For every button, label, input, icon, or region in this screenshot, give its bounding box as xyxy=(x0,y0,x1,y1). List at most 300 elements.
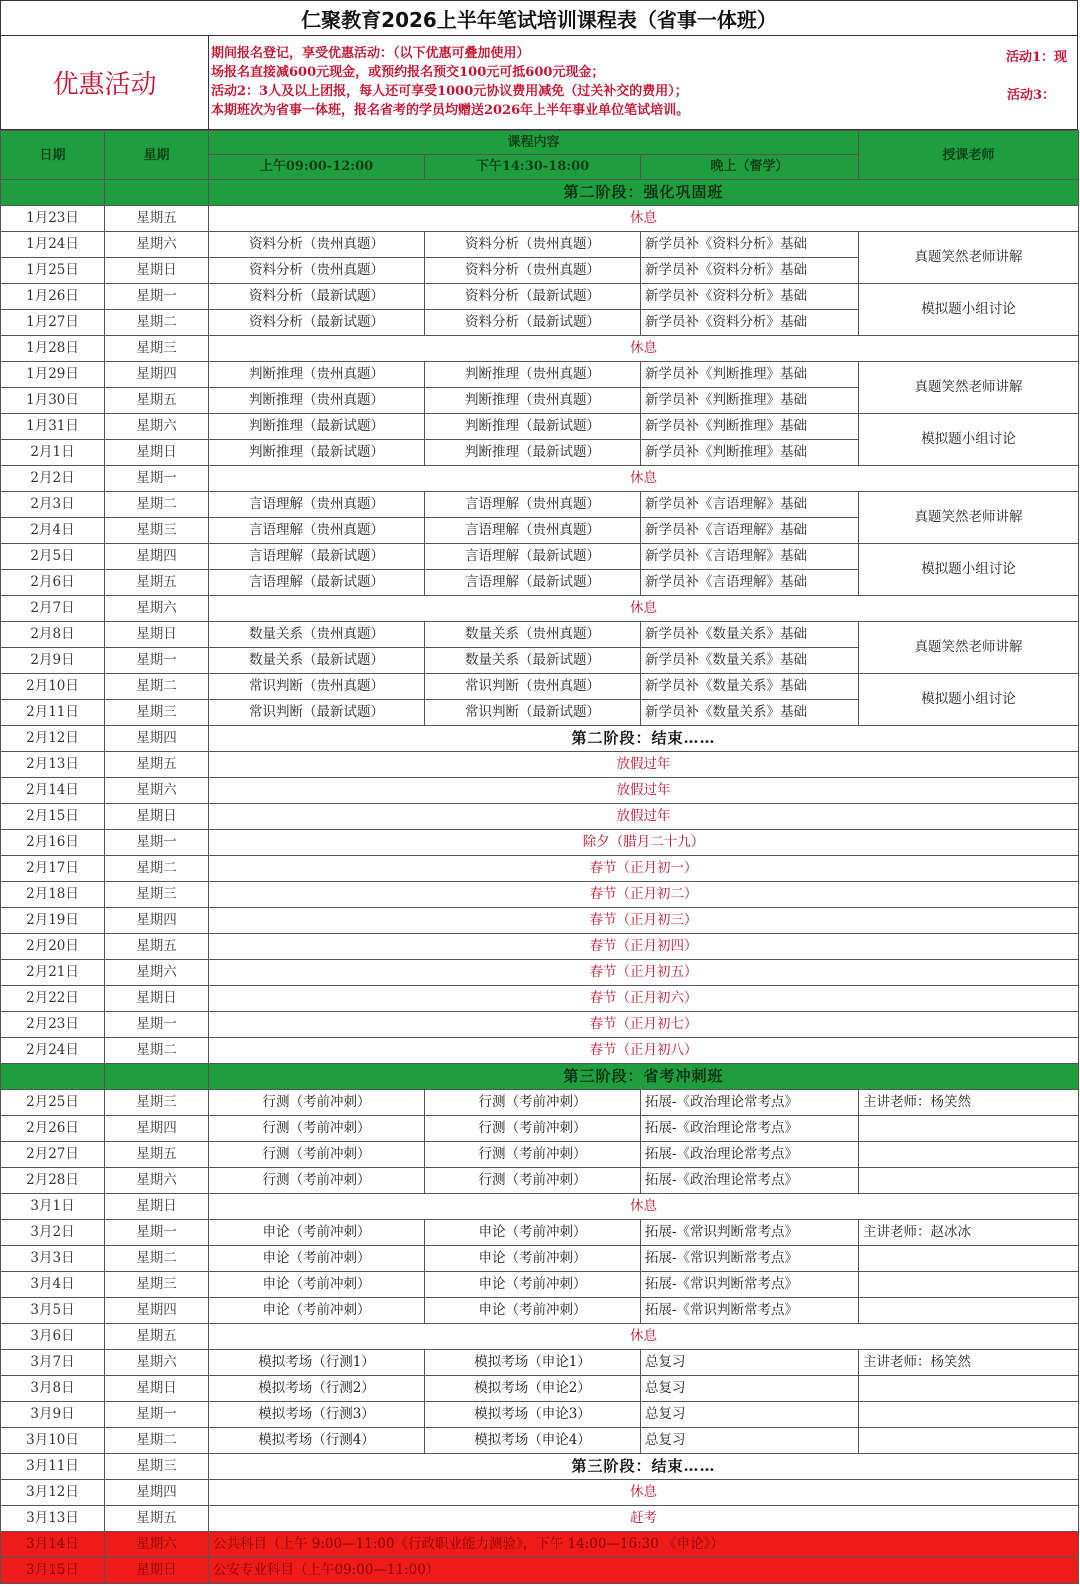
table-row xyxy=(1,830,1079,856)
evening-course: 拓展-《常识判断常考点》 xyxy=(641,1220,859,1246)
table-row xyxy=(1,986,1079,1012)
weekday-cell: 星期六 xyxy=(105,1168,209,1194)
stage-end-note: 第三阶段：结束…… xyxy=(209,1454,1079,1480)
teacher-cell: 真题笑然老师讲解 xyxy=(859,232,1079,284)
date-cell: 3月13日 xyxy=(1,1506,105,1532)
teacher-cell: 主讲老师：杨笑然 xyxy=(859,1350,1079,1376)
morning-course: 申论（考前冲刺） xyxy=(209,1298,425,1324)
date-cell: 2月5日 xyxy=(1,544,105,570)
date-cell: 1月29日 xyxy=(1,362,105,388)
rest-note: 春节（正月初三） xyxy=(209,908,1079,934)
weekday-cell: 星期二 xyxy=(105,1038,209,1064)
date-cell: 1月24日 xyxy=(1,232,105,258)
date-cell: 2月19日 xyxy=(1,908,105,934)
morning-course: 资料分析（最新试题） xyxy=(209,284,425,310)
weekday-cell: 星期四 xyxy=(105,726,209,752)
table-row xyxy=(1,1142,1079,1168)
morning-course: 常识判断（贵州真题） xyxy=(209,674,425,700)
stage-cell-blank xyxy=(105,1064,209,1090)
date-cell: 2月22日 xyxy=(1,986,105,1012)
table-row xyxy=(1,1558,1079,1584)
afternoon-course: 资料分析（贵州真题） xyxy=(425,232,641,258)
afternoon-course: 判断推理（贵州真题） xyxy=(425,362,641,388)
weekday-cell: 星期四 xyxy=(105,908,209,934)
date-cell: 2月20日 xyxy=(1,934,105,960)
date-cell: 1月25日 xyxy=(1,258,105,284)
morning-course: 行测（考前冲刺） xyxy=(209,1168,425,1194)
evening-course: 新学员补《资料分析》基础 xyxy=(641,310,859,336)
date-cell: 2月15日 xyxy=(1,804,105,830)
weekday-cell: 星期一 xyxy=(105,1220,209,1246)
rest-note: 休息 xyxy=(209,596,1079,622)
weekday-cell: 星期六 xyxy=(105,960,209,986)
morning-course: 模拟考场（行测4） xyxy=(209,1428,425,1454)
table-row xyxy=(1,778,1079,804)
table-row xyxy=(1,232,1079,258)
morning-course: 申论（考前冲刺） xyxy=(209,1246,425,1272)
stage-title: 第三阶段：省考冲刺班 xyxy=(209,1064,1079,1090)
table-row xyxy=(1,1350,1079,1376)
date-cell: 2月17日 xyxy=(1,856,105,882)
evening-course: 新学员补《判断推理》基础 xyxy=(641,440,859,466)
promo-box xyxy=(0,36,1078,130)
evening-course: 新学员补《判断推理》基础 xyxy=(641,414,859,440)
afternoon-course: 行测（考前冲刺） xyxy=(425,1090,641,1116)
evening-course: 新学员补《言语理解》基础 xyxy=(641,518,859,544)
date-cell: 3月1日 xyxy=(1,1194,105,1220)
weekday-cell: 星期五 xyxy=(105,570,209,596)
evening-course: 总复习 xyxy=(641,1428,859,1454)
date-cell: 2月2日 xyxy=(1,466,105,492)
promo-line: 场报名直接减600元现金，或预约报名预交100元可抵600元现金； xyxy=(211,65,605,80)
afternoon-course: 行测（考前冲刺） xyxy=(425,1168,641,1194)
table-row xyxy=(1,284,1079,310)
date-cell: 3月15日 xyxy=(1,1558,105,1584)
table-row xyxy=(1,908,1079,934)
evening-course: 拓展-《常识判断常考点》 xyxy=(641,1246,859,1272)
weekday-cell: 星期一 xyxy=(105,648,209,674)
evening-course: 拓展-《政治理论常考点》 xyxy=(641,1168,859,1194)
teacher-cell xyxy=(859,1272,1079,1298)
weekday-cell: 星期五 xyxy=(105,1142,209,1168)
table-row xyxy=(1,1168,1079,1194)
afternoon-course: 常识判断（贵州真题） xyxy=(425,674,641,700)
weekday-cell: 星期一 xyxy=(105,466,209,492)
date-cell: 1月27日 xyxy=(1,310,105,336)
promo-lines xyxy=(211,44,689,120)
date-cell: 3月2日 xyxy=(1,1220,105,1246)
table-row xyxy=(1,180,1079,206)
weekday-cell: 星期六 xyxy=(105,1350,209,1376)
weekday-cell: 星期二 xyxy=(105,674,209,700)
promo-line: 活动2：3人及以上团报，每人还可享受1000元协议费用减免（过关补交的费用）； xyxy=(211,84,688,99)
evening-course: 新学员补《数量关系》基础 xyxy=(641,648,859,674)
stage-cell-blank xyxy=(1,180,105,206)
date-cell: 2月7日 xyxy=(1,596,105,622)
table-row xyxy=(1,1116,1079,1142)
morning-course: 言语理解（贵州真题） xyxy=(209,518,425,544)
rest-note: 春节（正月初八） xyxy=(209,1038,1079,1064)
date-cell: 1月23日 xyxy=(1,206,105,232)
rest-note: 除夕（腊月二十九） xyxy=(209,830,1079,856)
table-row xyxy=(1,596,1079,622)
afternoon-course: 判断推理（最新试题） xyxy=(425,414,641,440)
morning-course: 申论（考前冲刺） xyxy=(209,1220,425,1246)
morning-course: 行测（考前冲刺） xyxy=(209,1116,425,1142)
rest-note: 休息 xyxy=(209,206,1079,232)
table-row xyxy=(1,1220,1079,1246)
afternoon-course: 数量关系（最新试题） xyxy=(425,648,641,674)
rest-note: 休息 xyxy=(209,466,1079,492)
morning-course: 判断推理（贵州真题） xyxy=(209,388,425,414)
morning-course: 言语理解（贵州真题） xyxy=(209,492,425,518)
evening-course: 新学员补《资料分析》基础 xyxy=(641,232,859,258)
date-cell: 1月28日 xyxy=(1,336,105,362)
date-cell: 2月25日 xyxy=(1,1090,105,1116)
morning-course: 判断推理（贵州真题） xyxy=(209,362,425,388)
teacher-cell: 真题笑然老师讲解 xyxy=(859,622,1079,674)
weekday-cell: 星期三 xyxy=(105,1454,209,1480)
afternoon-course: 申论（考前冲刺） xyxy=(425,1220,641,1246)
weekday-cell: 星期六 xyxy=(105,1532,209,1558)
schedule-table xyxy=(0,130,1079,1584)
afternoon-course: 模拟考场（申论1） xyxy=(425,1350,641,1376)
weekday-cell: 星期三 xyxy=(105,1272,209,1298)
table-row xyxy=(1,856,1079,882)
afternoon-course: 行测（考前冲刺） xyxy=(425,1142,641,1168)
rest-note: 休息 xyxy=(209,1480,1079,1506)
exam-note: 公安专业科目（上午09:00—11:00） xyxy=(209,1558,1079,1584)
date-cell: 2月23日 xyxy=(1,1012,105,1038)
weekday-cell: 星期五 xyxy=(105,752,209,778)
teacher-cell: 模拟题小组讨论 xyxy=(859,284,1079,336)
table-row xyxy=(1,1246,1079,1272)
morning-course: 判断推理（最新试题） xyxy=(209,440,425,466)
weekday-cell: 星期日 xyxy=(105,622,209,648)
rest-note: 放假过年 xyxy=(209,804,1079,830)
table-row xyxy=(1,674,1079,700)
evening-course: 拓展-《政治理论常考点》 xyxy=(641,1142,859,1168)
date-cell: 3月11日 xyxy=(1,1454,105,1480)
header-teacher: 授课老师 xyxy=(859,131,1079,180)
afternoon-course: 模拟考场（申论2） xyxy=(425,1376,641,1402)
date-cell: 2月18日 xyxy=(1,882,105,908)
header-date: 日期 xyxy=(1,131,105,180)
date-cell: 2月21日 xyxy=(1,960,105,986)
weekday-cell: 星期日 xyxy=(105,986,209,1012)
table-row xyxy=(1,726,1079,752)
table-row xyxy=(1,336,1079,362)
table-row xyxy=(1,752,1079,778)
table-row xyxy=(1,1012,1079,1038)
teacher-cell xyxy=(859,1298,1079,1324)
table-row xyxy=(1,1194,1079,1220)
rest-note: 春节（正月初四） xyxy=(209,934,1079,960)
weekday-cell: 星期一 xyxy=(105,284,209,310)
date-cell: 2月11日 xyxy=(1,700,105,726)
date-cell: 2月26日 xyxy=(1,1116,105,1142)
evening-course: 新学员补《言语理解》基础 xyxy=(641,492,859,518)
table-row xyxy=(1,544,1079,570)
date-cell: 3月10日 xyxy=(1,1428,105,1454)
date-cell: 3月12日 xyxy=(1,1480,105,1506)
table-row xyxy=(1,492,1079,518)
evening-course: 新学员补《言语理解》基础 xyxy=(641,544,859,570)
table-row xyxy=(1,362,1079,388)
evening-course: 拓展-《常识判断常考点》 xyxy=(641,1272,859,1298)
weekday-cell: 星期五 xyxy=(105,1324,209,1350)
afternoon-course: 言语理解（贵州真题） xyxy=(425,518,641,544)
weekday-cell: 星期六 xyxy=(105,596,209,622)
rest-note: 春节（正月初七） xyxy=(209,1012,1079,1038)
afternoon-course: 资料分析（最新试题） xyxy=(425,310,641,336)
promo-activity-3: 活动3： xyxy=(1006,88,1055,103)
evening-course: 拓展-《常识判断常考点》 xyxy=(641,1298,859,1324)
teacher-cell xyxy=(859,1116,1079,1142)
afternoon-course: 申论（考前冲刺） xyxy=(425,1272,641,1298)
date-cell: 2月3日 xyxy=(1,492,105,518)
header-course: 课程内容 xyxy=(209,131,859,155)
evening-course: 新学员补《判断推理》基础 xyxy=(641,388,859,414)
promo-activity-1: 活动1：现 xyxy=(1005,50,1067,65)
table-row xyxy=(1,934,1079,960)
table-row xyxy=(1,1402,1079,1428)
stage-cell-blank xyxy=(105,180,209,206)
date-cell: 1月30日 xyxy=(1,388,105,414)
teacher-cell: 模拟题小组讨论 xyxy=(859,544,1079,596)
afternoon-course: 常识判断（最新试题） xyxy=(425,700,641,726)
weekday-cell: 星期六 xyxy=(105,414,209,440)
date-cell: 2月1日 xyxy=(1,440,105,466)
schedule-body xyxy=(1,180,1079,1584)
weekday-cell: 星期日 xyxy=(105,1194,209,1220)
weekday-cell: 星期六 xyxy=(105,232,209,258)
morning-course: 申论（考前冲刺） xyxy=(209,1272,425,1298)
table-row xyxy=(1,1298,1079,1324)
rest-note: 春节（正月初一） xyxy=(209,856,1079,882)
evening-course: 总复习 xyxy=(641,1350,859,1376)
table-row xyxy=(1,1532,1079,1558)
weekday-cell: 星期三 xyxy=(105,518,209,544)
date-cell: 2月9日 xyxy=(1,648,105,674)
teacher-cell: 模拟题小组讨论 xyxy=(859,674,1079,726)
teacher-cell: 主讲老师：赵冰冰 xyxy=(859,1220,1079,1246)
afternoon-course: 判断推理（最新试题） xyxy=(425,440,641,466)
date-cell: 2月24日 xyxy=(1,1038,105,1064)
date-cell: 3月6日 xyxy=(1,1324,105,1350)
date-cell: 3月5日 xyxy=(1,1298,105,1324)
header-afternoon: 下午14:30-18:00 xyxy=(425,155,641,180)
weekday-cell: 星期三 xyxy=(105,700,209,726)
date-cell: 3月9日 xyxy=(1,1402,105,1428)
table-row xyxy=(1,1038,1079,1064)
rest-note: 放假过年 xyxy=(209,752,1079,778)
rest-note: 休息 xyxy=(209,1324,1079,1350)
morning-course: 资料分析（贵州真题） xyxy=(209,232,425,258)
header-evening: 晚上（督学） xyxy=(641,155,859,180)
rest-note: 春节（正月初二） xyxy=(209,882,1079,908)
table-row xyxy=(1,206,1079,232)
weekday-cell: 星期三 xyxy=(105,1090,209,1116)
afternoon-course: 数量关系（贵州真题） xyxy=(425,622,641,648)
table-row xyxy=(1,1454,1079,1480)
evening-course: 总复习 xyxy=(641,1402,859,1428)
weekday-cell: 星期二 xyxy=(105,492,209,518)
morning-course: 言语理解（最新试题） xyxy=(209,544,425,570)
evening-course: 新学员补《资料分析》基础 xyxy=(641,258,859,284)
weekday-cell: 星期一 xyxy=(105,1402,209,1428)
table-row xyxy=(1,804,1079,830)
morning-course: 常识判断（最新试题） xyxy=(209,700,425,726)
weekday-cell: 星期二 xyxy=(105,1428,209,1454)
table-row xyxy=(1,414,1079,440)
morning-course: 资料分析（最新试题） xyxy=(209,310,425,336)
date-cell: 2月8日 xyxy=(1,622,105,648)
afternoon-course: 资料分析（最新试题） xyxy=(425,284,641,310)
table-row xyxy=(1,1064,1079,1090)
weekday-cell: 星期二 xyxy=(105,1246,209,1272)
date-cell: 2月6日 xyxy=(1,570,105,596)
table-row xyxy=(1,1090,1079,1116)
evening-course: 新学员补《数量关系》基础 xyxy=(641,700,859,726)
promo-label: 优惠活动 xyxy=(1,36,209,129)
rest-note: 赶考 xyxy=(209,1506,1079,1532)
weekday-cell: 星期日 xyxy=(105,440,209,466)
date-cell: 2月27日 xyxy=(1,1142,105,1168)
morning-course: 模拟考场（行测2） xyxy=(209,1376,425,1402)
weekday-cell: 星期四 xyxy=(105,1116,209,1142)
date-cell: 2月28日 xyxy=(1,1168,105,1194)
afternoon-course: 申论（考前冲刺） xyxy=(425,1298,641,1324)
date-cell: 2月4日 xyxy=(1,518,105,544)
weekday-cell: 星期二 xyxy=(105,310,209,336)
weekday-cell: 星期五 xyxy=(105,1506,209,1532)
morning-course: 行测（考前冲刺） xyxy=(209,1090,425,1116)
teacher-cell: 真题笑然老师讲解 xyxy=(859,492,1079,544)
stage-cell-blank xyxy=(1,1064,105,1090)
morning-course: 数量关系（最新试题） xyxy=(209,648,425,674)
table-row xyxy=(1,1506,1079,1532)
rest-note: 休息 xyxy=(209,1194,1079,1220)
table-row xyxy=(1,960,1079,986)
table-row xyxy=(1,1480,1079,1506)
date-cell: 1月26日 xyxy=(1,284,105,310)
table-row xyxy=(1,622,1079,648)
afternoon-course: 模拟考场（申论4） xyxy=(425,1428,641,1454)
date-cell: 2月16日 xyxy=(1,830,105,856)
afternoon-course: 言语理解（最新试题） xyxy=(425,544,641,570)
afternoon-course: 申论（考前冲刺） xyxy=(425,1246,641,1272)
afternoon-course: 模拟考场（申论3） xyxy=(425,1402,641,1428)
weekday-cell: 星期日 xyxy=(105,804,209,830)
teacher-cell xyxy=(859,1246,1079,1272)
table-row xyxy=(1,1272,1079,1298)
teacher-cell xyxy=(859,1168,1079,1194)
weekday-cell: 星期四 xyxy=(105,1480,209,1506)
stage-end-note: 第二阶段：结束…… xyxy=(209,726,1079,752)
rest-note: 春节（正月初五） xyxy=(209,960,1079,986)
evening-course: 拓展-《政治理论常考点》 xyxy=(641,1116,859,1142)
teacher-cell: 模拟题小组讨论 xyxy=(859,414,1079,466)
table-row xyxy=(1,1376,1079,1402)
table-row xyxy=(1,466,1079,492)
weekday-cell: 星期三 xyxy=(105,882,209,908)
page-title: 仁聚教育2026上半年笔试培训课程表（省事一体班） xyxy=(0,0,1078,36)
promo-line: 期间报名登记，享受优惠活动：（以下优惠可叠加使用） xyxy=(211,46,530,61)
evening-course: 总复习 xyxy=(641,1376,859,1402)
teacher-cell: 真题笑然老师讲解 xyxy=(859,362,1079,414)
weekday-cell: 星期五 xyxy=(105,206,209,232)
teacher-cell: 主讲老师：杨笑然 xyxy=(859,1090,1079,1116)
afternoon-course: 言语理解（最新试题） xyxy=(425,570,641,596)
date-cell: 3月3日 xyxy=(1,1246,105,1272)
morning-course: 资料分析（贵州真题） xyxy=(209,258,425,284)
rest-note: 放假过年 xyxy=(209,778,1079,804)
weekday-cell: 星期一 xyxy=(105,830,209,856)
evening-course: 新学员补《数量关系》基础 xyxy=(641,674,859,700)
table-row xyxy=(1,1428,1079,1454)
evening-course: 新学员补《言语理解》基础 xyxy=(641,570,859,596)
afternoon-course: 资料分析（贵州真题） xyxy=(425,258,641,284)
morning-course: 判断推理（最新试题） xyxy=(209,414,425,440)
exam-note: 公共科目（上午 9:00—11:00《行政职业能力测验》，下午 14:00—16:30 《申论》） xyxy=(209,1532,1079,1558)
rest-note: 春节（正月初六） xyxy=(209,986,1079,1012)
evening-course: 新学员补《判断推理》基础 xyxy=(641,362,859,388)
weekday-cell: 星期日 xyxy=(105,1376,209,1402)
header-weekday: 星期 xyxy=(105,131,209,180)
teacher-cell xyxy=(859,1142,1079,1168)
weekday-cell: 星期四 xyxy=(105,544,209,570)
weekday-cell: 星期六 xyxy=(105,778,209,804)
morning-course: 言语理解（最新试题） xyxy=(209,570,425,596)
date-cell: 3月8日 xyxy=(1,1376,105,1402)
table-row xyxy=(1,882,1079,908)
date-cell: 2月10日 xyxy=(1,674,105,700)
date-cell: 1月31日 xyxy=(1,414,105,440)
date-cell: 2月12日 xyxy=(1,726,105,752)
morning-course: 模拟考场（行测3） xyxy=(209,1402,425,1428)
date-cell: 2月13日 xyxy=(1,752,105,778)
teacher-cell xyxy=(859,1376,1079,1402)
weekday-cell: 星期五 xyxy=(105,934,209,960)
evening-course: 新学员补《数量关系》基础 xyxy=(641,622,859,648)
weekday-cell: 星期一 xyxy=(105,1012,209,1038)
morning-course: 数量关系（贵州真题） xyxy=(209,622,425,648)
weekday-cell: 星期三 xyxy=(105,336,209,362)
header-morning: 上午09:00-12:00 xyxy=(209,155,425,180)
weekday-cell: 星期二 xyxy=(105,856,209,882)
afternoon-course: 言语理解（贵州真题） xyxy=(425,492,641,518)
weekday-cell: 星期日 xyxy=(105,1558,209,1584)
stage-title: 第二阶段：强化巩固班 xyxy=(209,180,1079,206)
evening-course: 新学员补《资料分析》基础 xyxy=(641,284,859,310)
date-cell: 3月7日 xyxy=(1,1350,105,1376)
weekday-cell: 星期四 xyxy=(105,362,209,388)
weekday-cell: 星期五 xyxy=(105,388,209,414)
teacher-cell xyxy=(859,1428,1079,1454)
weekday-cell: 星期四 xyxy=(105,1298,209,1324)
table-row xyxy=(1,1324,1079,1350)
date-cell: 3月4日 xyxy=(1,1272,105,1298)
rest-note: 休息 xyxy=(209,336,1079,362)
evening-course: 拓展-《政治理论常考点》 xyxy=(641,1090,859,1116)
date-cell: 2月14日 xyxy=(1,778,105,804)
teacher-cell xyxy=(859,1402,1079,1428)
afternoon-course: 行测（考前冲刺） xyxy=(425,1116,641,1142)
weekday-cell: 星期日 xyxy=(105,258,209,284)
date-cell: 3月14日 xyxy=(1,1532,105,1558)
morning-course: 行测（考前冲刺） xyxy=(209,1142,425,1168)
